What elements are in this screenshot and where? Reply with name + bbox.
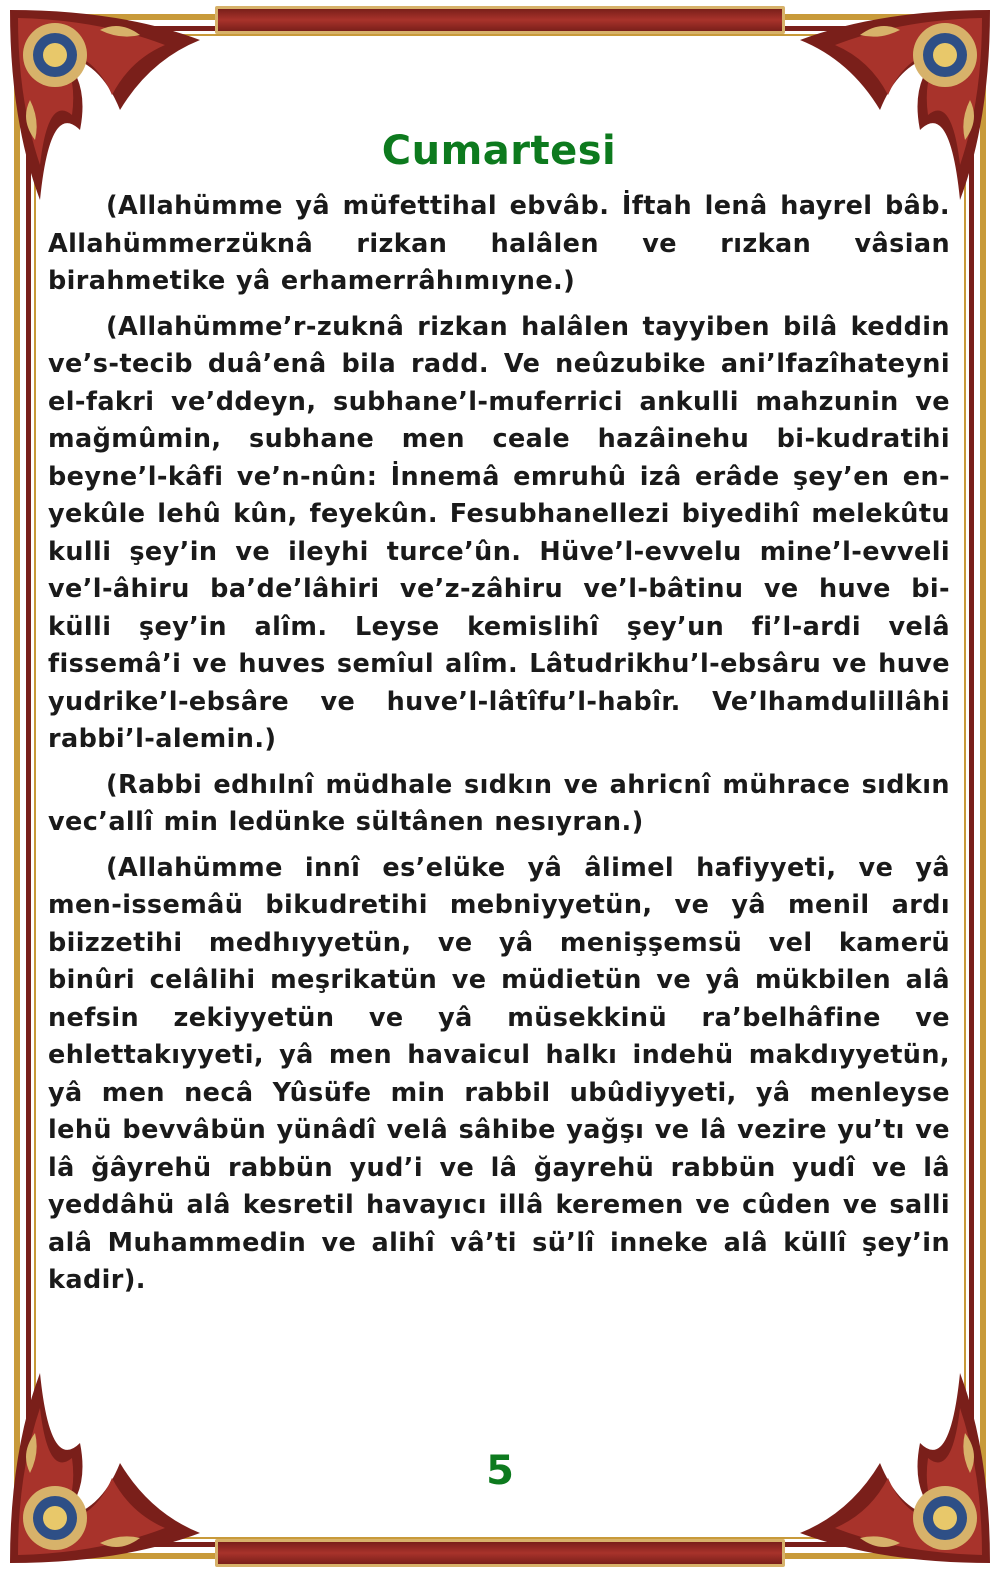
page-content (48, 128, 950, 1308)
prayer-paragraph-1: (Allahümme yâ müfettihal ebvâb. İftah lenâ hayrel bâb. Allahümmerzüknâ rizkan halâlen ve rızkan vâsian birahmetike yâ erhamerrâhımıyne.) (48, 191, 950, 296)
page-title: Cumartesi (381, 128, 617, 174)
page-number: 5 (486, 1448, 514, 1494)
prayer-paragraph-3: (Rabbi edhılnî müdhale sıdkın ve ahricnî mührace sıdkın vec’allî min ledünke sültânen nesıyran.) (48, 769, 950, 837)
prayer-paragraph-4: (Allahümme innî es’elüke yâ âlimel hafiyyeti, ve yâ men-issemâü bikudretihi mebniyyetün, ve yâ menil ardı biizzetihi medhıyyetün, ve yâ menişşemsü vel kamerü binûri celâlihi meşrikatün ve müdietün ve yâ mükbilen alâ nefsin zekiyyetün ve yâ müsekkinü ra’belhâfine ve ehlettakıyyeti, yâ men havaicul halkı indehü makdıyyetün, yâ men necâ Yûsüfe min rabbil ubûdiyyeti, yâ menleyse lehü bevvâbün yünâdî velâ sâhibe yağşı ve lâ vezire yu’tı ve lâ ğâyrehü rabbün yud’i ve lâ ğayrehü rabbün yudî ve lâ yeddâhü alâ kesretil havayıcı illâ keremen ve cûden ve salli alâ Muhammedin ve alihî vâ’ti sü’lî inneke alâ küllî şey’in kadir). (48, 852, 950, 1295)
prayer-paragraph-2: (Allahümme’r-zuknâ rizkan halâlen tayyiben bilâ keddin ve’s-tecib duâ’enâ bila radd. Ve neûzubike ani’lfazîhateyni el-fakri ve’ddeyn, subhane’l-muferrici ankulli mahzunin ve mağmûmin, subhane men ceale hazâinehu bi-kudratihi beyne’l-kâfi ve’n-nûn: İnnemâ emruhû izâ erâde şey’en en-yekûle lehû kûn, feyekûn. Fesubhanellezi biyedihî melekûtu kulli şey’in ve ileyhi turce’ûn. Hüve’l-evvelu mine’l-evveli ve’l-âhiru ba’de’lâhiri ve’z-zâhiru ve’l-bâtinu ve huve bi-külli şey’in alîm. Leyse kemislihî şey’un fi’l-ardi velâ fissemâ’i ve huves semîul alîm. Lâtudrikhu’l-ebsâru ve huve yudrike’l-ebsâre ve huve’l-lâtîfu’l-habîr. Ve’lhamdulillâhi rabbi’l-alemin.) (48, 311, 950, 754)
frame-top-bar (215, 6, 785, 34)
frame-bottom-bar (215, 1539, 785, 1567)
